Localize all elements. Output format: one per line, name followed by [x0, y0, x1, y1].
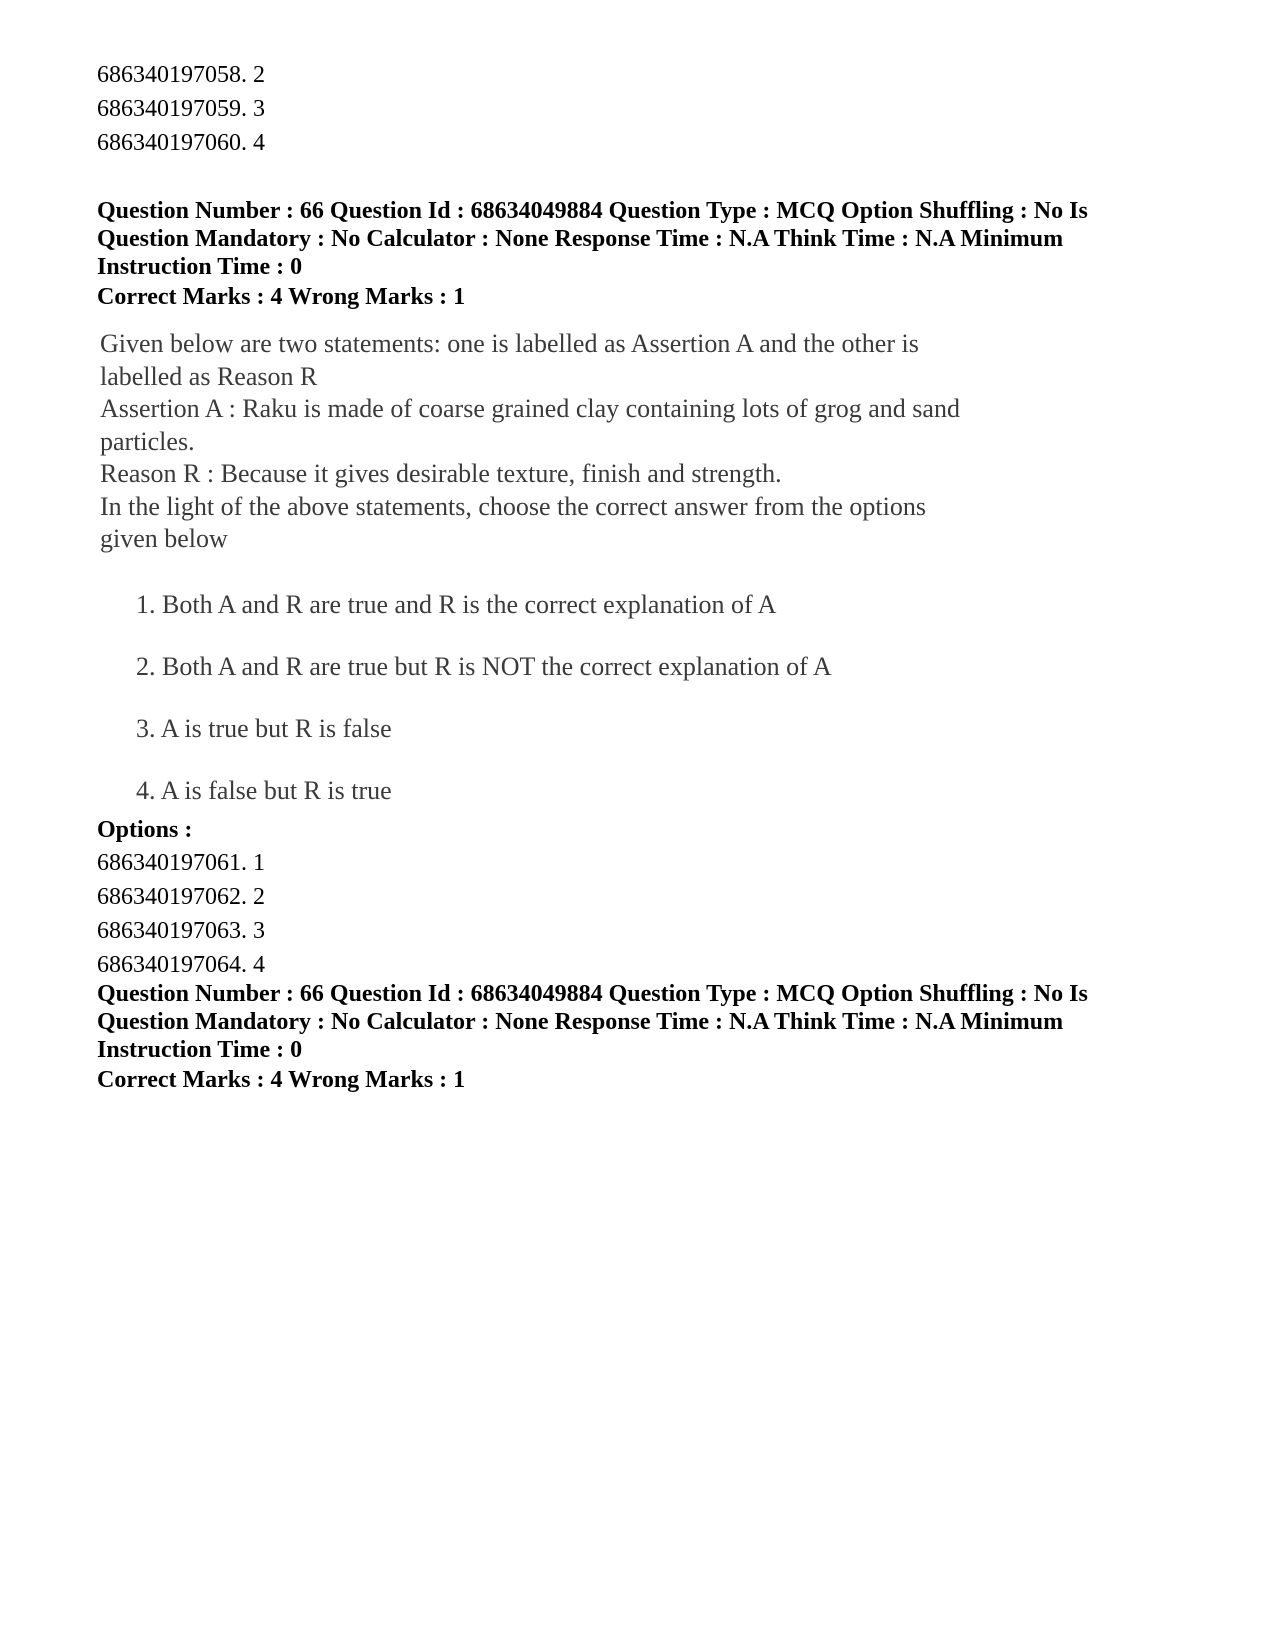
question-header-line: Instruction Time : 0	[97, 1037, 303, 1063]
option-line: 686340197064. 4	[97, 952, 265, 978]
option-line: 686340197061. 1	[97, 850, 265, 876]
question-text-line: given below	[100, 524, 228, 553]
question-header-line: Question Number : 66 Question Id : 68634049884 Question Type : MCQ Option Shuffling : No Is	[97, 981, 1088, 1007]
question-text-line: In the light of the above statements, choose the correct answer from the options	[100, 491, 926, 521]
question-text-line: Given below are two statements: one is labelled as Assertion A and the other is	[100, 329, 919, 358]
question-header-line: Question Mandatory : No Calculator : None Response Time : N.A Think Time : N.A Minimum	[97, 226, 1064, 252]
options-label: Options :	[97, 817, 193, 843]
question-text-line: labelled as Reason R	[100, 361, 318, 391]
option-line: 686340197058. 2	[97, 62, 265, 88]
question-text-line: Assertion A : Raku is made of coarse grained clay containing lots of grog and sand	[100, 394, 960, 423]
question-options	[97, 846, 265, 982]
marks-line: Correct Marks : 4 Wrong Marks : 1	[97, 1067, 466, 1093]
marks-line: Correct Marks : 4 Wrong Marks : 1	[97, 284, 466, 310]
answer-choice: 1. Both A and R are true and R is the correct explanation of A	[136, 590, 777, 619]
question-body	[100, 328, 1060, 556]
answer-choice: 3. A is true but R is false	[136, 714, 392, 743]
option-line: 686340197060. 4	[97, 130, 265, 156]
question-text-line: Reason R : Because it gives desirable texture, finish and strength.	[100, 459, 782, 488]
question-header	[97, 197, 1197, 281]
question-header-line: Question Number : 66 Question Id : 68634049884 Question Type : MCQ Option Shuffling : No Is	[97, 198, 1088, 224]
option-line: 686340197062. 2	[97, 884, 265, 910]
option-line: 686340197059. 3	[97, 96, 265, 122]
option-line: 686340197063. 3	[97, 918, 265, 944]
previous-question-options	[97, 58, 265, 160]
question-text-line: particles.	[100, 426, 195, 456]
question-header	[97, 980, 1197, 1064]
answer-choice: 4. A is false but R is true	[136, 776, 392, 805]
question-header-line: Question Mandatory : No Calculator : None Response Time : N.A Think Time : N.A Minimum	[97, 1009, 1064, 1035]
answer-choice: 2. Both A and R are true but R is NOT the correct explanation of A	[136, 652, 832, 681]
question-header-line: Instruction Time : 0	[97, 254, 303, 280]
